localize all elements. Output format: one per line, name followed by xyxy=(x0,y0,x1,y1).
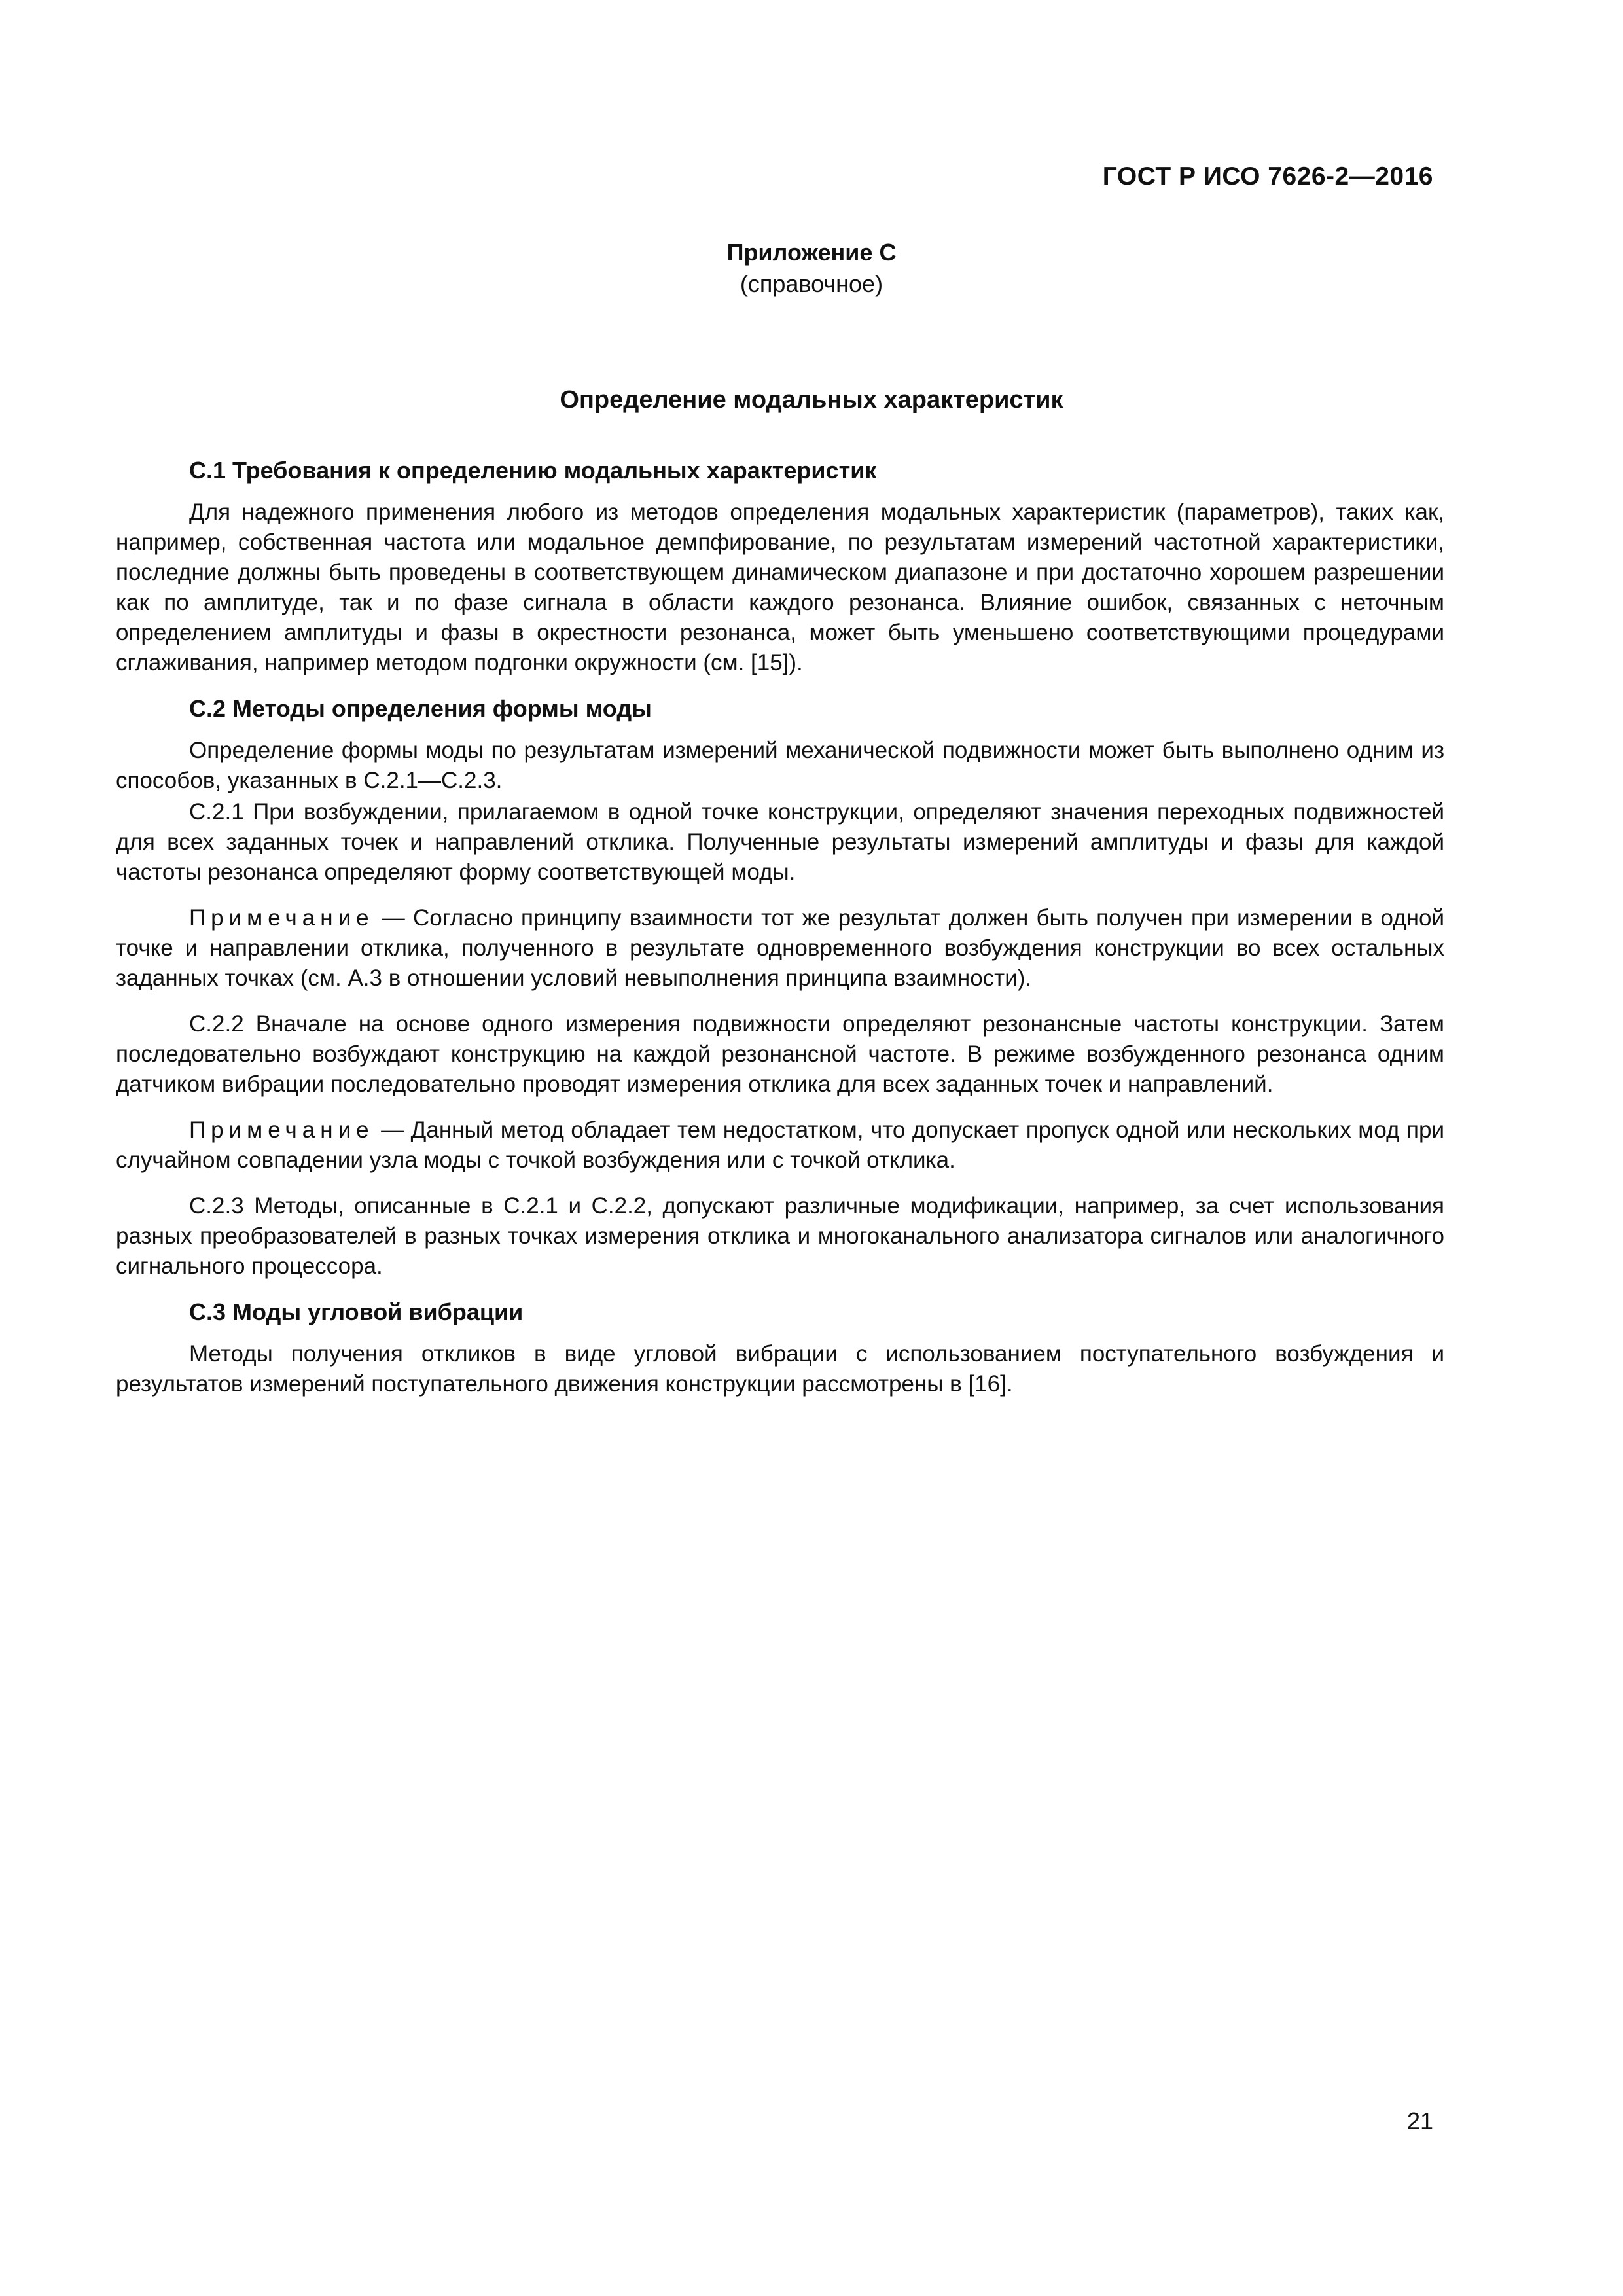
appendix-status: (справочное) xyxy=(740,270,883,297)
section-c2-heading: С.2 Методы определения формы моды xyxy=(189,695,652,722)
section-c1-heading: С.1 Требования к определению модальных характеристик xyxy=(189,457,877,484)
section-c1-paragraph: Для надежного применения любого из методов определения модальных характеристик (параметров), таких как, например, собственная частота или модальное демпфирование, по результатам измерений частотной характеристики, последние должны быть проведены в соответствующем динамическом диапазоне и при достаточно хорошем разрешении как по амплитуде, так и по фазе сигнала в области каждого резонанса. Влияние ошибок, связанных с неточным определением амплитуды и фазы в окрестности резонанса, может быть уменьшено соответствующими процедурами сглаживания, например методом подгонки окружности (см. [15]). xyxy=(116,499,1444,675)
section-c22-paragraph: С.2.2 Вначале на основе одного измерения подвижности определяют резонансные частоты конструкции. Затем последовательно возбуждают конструкцию на каждой резонансной частоте. В режиме возбужденного резонанса одним датчиком вибрации последовательно проводят измерения отклика для всех заданных точек и направлений. xyxy=(116,1011,1444,1097)
section-c21-paragraph: С.2.1 При возбуждении, прилагаемом в одной точке конструкции, определяют значения переходных подвижностей для всех заданных точек и направлений отклика. Полученные результаты измерений амплитуды и фазы для каждой частоты резонанса определяют форму соответствующей моды. xyxy=(116,799,1444,885)
section-c3-paragraph: Методы получения откликов в виде угловой вибрации с использованием поступательного возбуждения и результатов измерений поступательного движения конструкции рассмотрены в [16]. xyxy=(116,1341,1444,1397)
note-2 xyxy=(116,1115,1444,1175)
note-2-label: Примечание xyxy=(189,1117,374,1143)
note-1-label: Примечание xyxy=(189,905,374,931)
appendix-label xyxy=(0,237,1623,300)
document-body xyxy=(116,456,1444,1401)
page-number: 21 xyxy=(1406,2108,1433,2134)
note-2-text: — Данный метод обладает тем недостатком, что допускает пропуск одной или нескольких мод при случайном совпадении узла моды с точкой возбуждения или с точкой отклика. xyxy=(116,1117,1444,1173)
section-c23-paragraph: С.2.3 Методы, описанные в С.2.1 и С.2.2, допускают различные модификации, например, за счет использования разных преобразователей в разных точках измерения отклика и многоканального анализатора сигналов или аналогичного сигнального процессора. xyxy=(116,1193,1444,1279)
appendix-title: Приложение С xyxy=(726,239,897,266)
note-1 xyxy=(116,903,1444,994)
note-1-text: — Согласно принципу взаимности тот же результат должен быть получен при измерении в одной точке и направлении отклика, полученного в результате одновременного возбуждения конструкции во всех остальных заданных точках (см. А.3 в отношении условий невыполнения принципа взаимности). xyxy=(116,905,1444,991)
section-c2-intro: Определение формы моды по результатам измерений механической подвижности может быть выполнено одним из способов, указанных в С.2.1—С.2.3. xyxy=(116,738,1444,793)
section-c3-heading: С.3 Моды угловой вибрации xyxy=(189,1299,524,1325)
standard-id-header: ГОСТ Р ИСО 7626-2—2016 xyxy=(1102,162,1433,190)
document-title: Определение модальных характеристик xyxy=(560,386,1063,414)
